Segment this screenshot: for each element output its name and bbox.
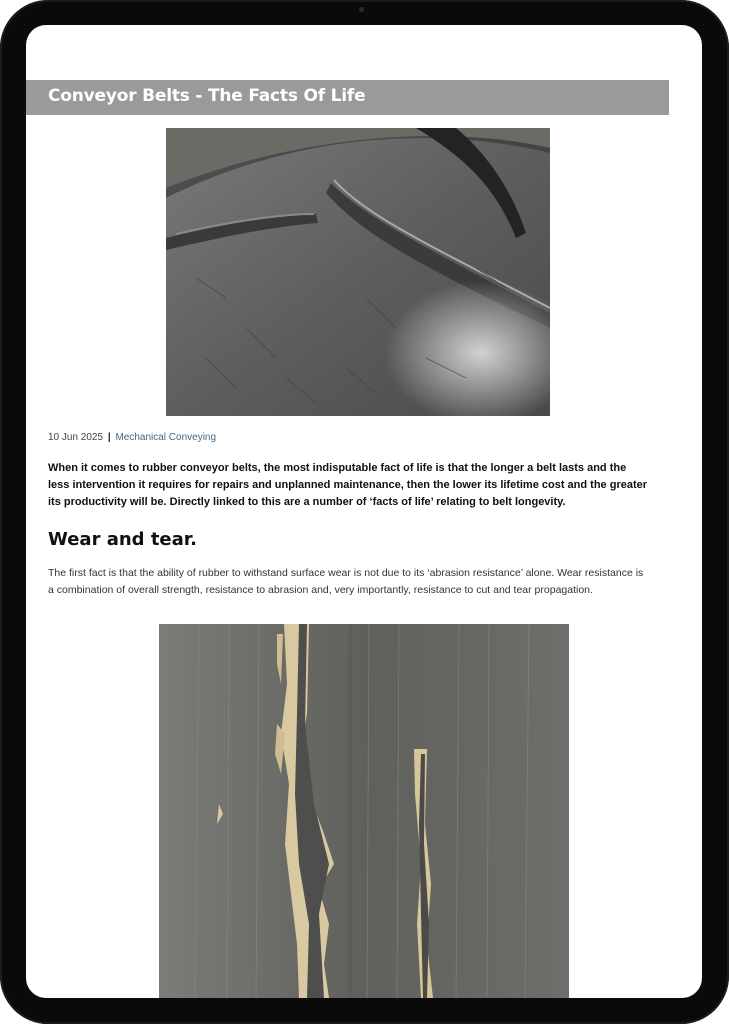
section-body: The first fact is that the ability of rubber to withstand surface wear is not due to its ‘abrasion resistance’ alone. Wear resistance is a combination of overall strength, resistance to abrasion and, very importantly, resistance to cut and tear propagation. [48,567,644,596]
publish-date: 10 Jun 2025 [48,432,104,443]
screen [26,25,702,998]
article-meta [48,432,216,443]
section-heading: Wear and tear. [48,529,197,550]
meta-separator: | [107,432,111,443]
category-link[interactable]: Mechanical Conveying [115,432,217,443]
article-lead: When it comes to rubber conveyor belts, the most indisputable fact of life is that the longer a belt lasts and the less intervention it requires for repairs and unplanned maintenance, then the lower its lifetime cost and the greater its productivity will be. Directly linked to this are a number of ‘facts of life’ relating to belt longevity. [48,462,648,508]
article-title-bar [26,80,669,115]
damaged-belt-photo [166,128,550,416]
article-title: Conveyor Belts - The Facts Of Life [48,86,366,106]
belt-wear-photo [159,624,569,998]
front-camera [359,7,364,12]
